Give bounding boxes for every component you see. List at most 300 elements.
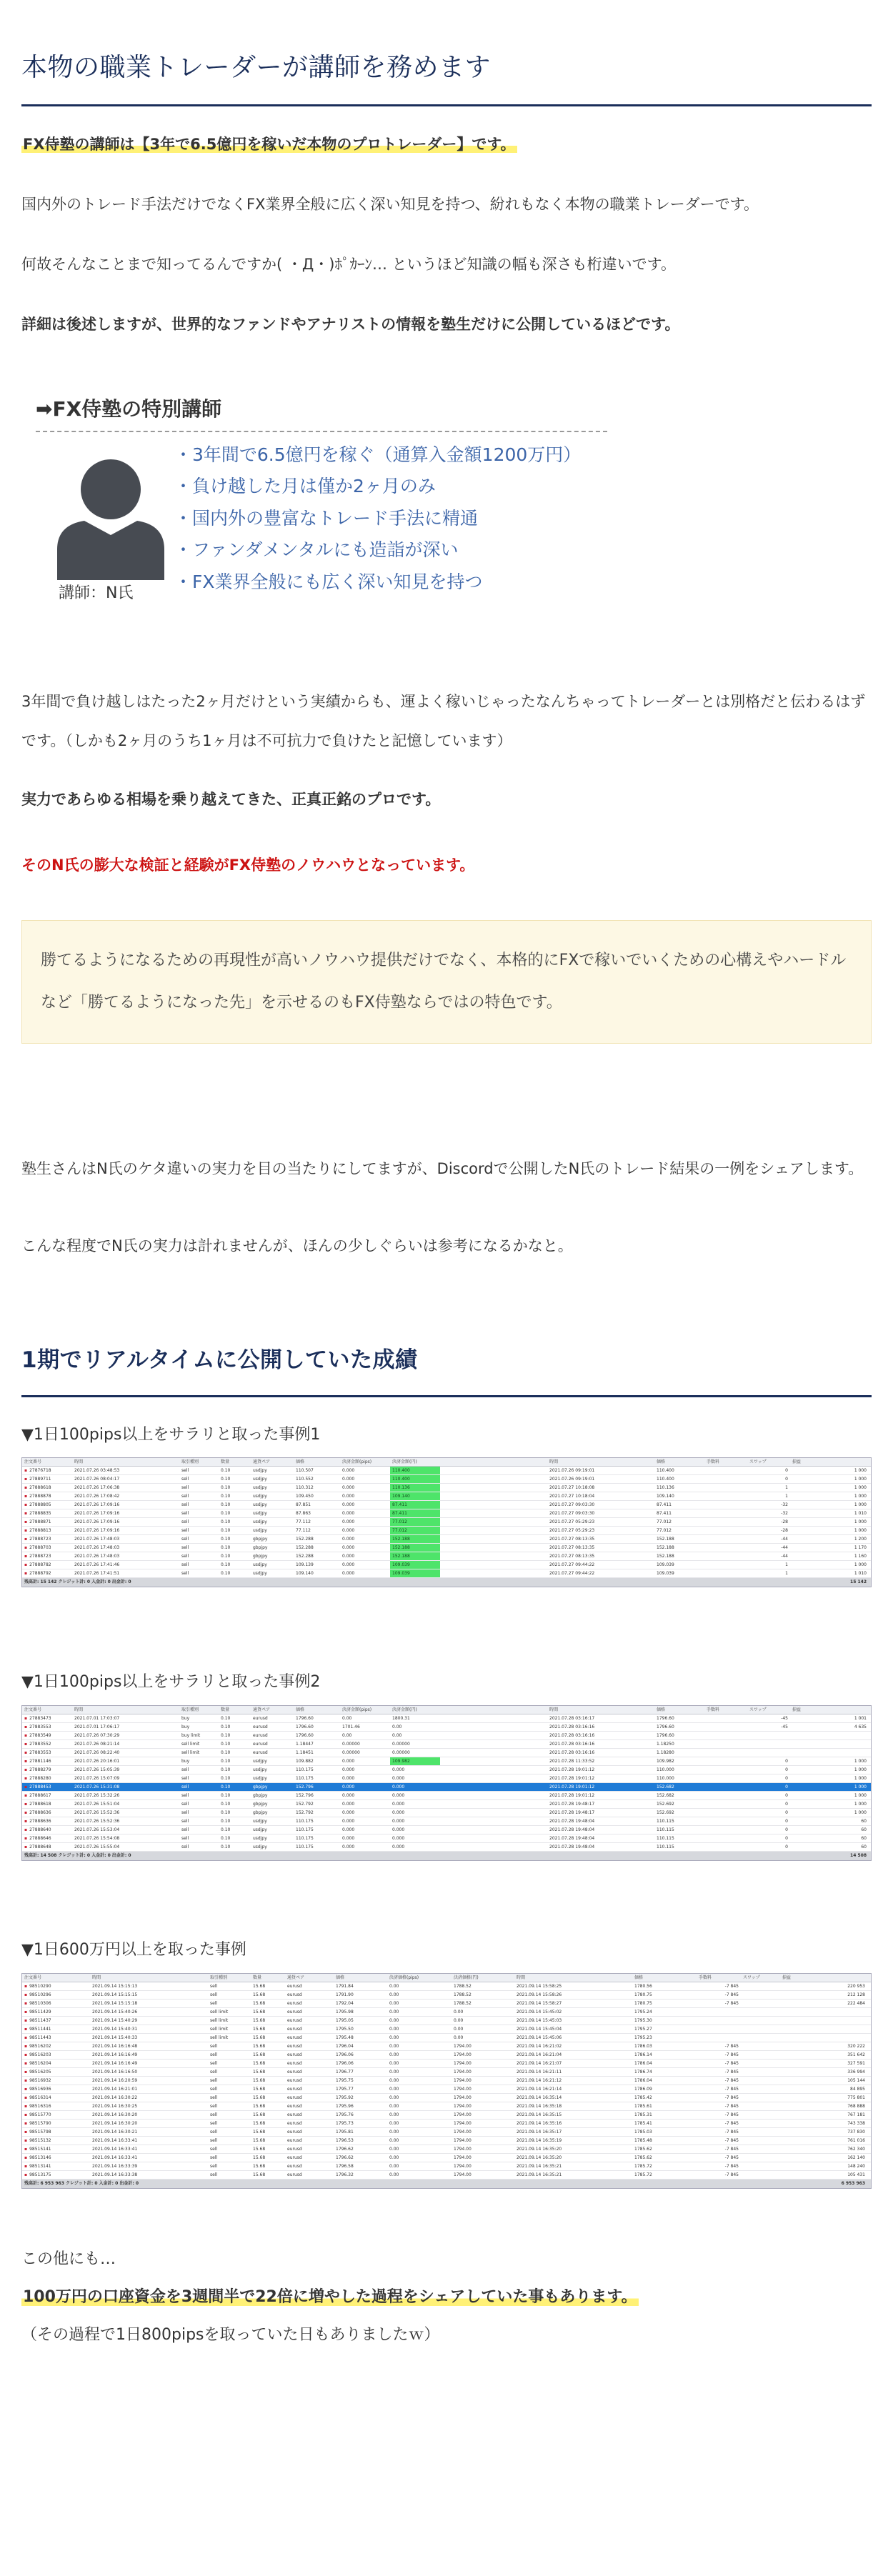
- table-cell: eurusd: [287, 2095, 302, 2100]
- table-cell: [747, 1749, 790, 1757]
- table-cell: ▪ 98516205: [22, 2068, 90, 2076]
- table-header-cell: スワップ: [743, 1975, 760, 1980]
- table-cell: sell: [210, 2137, 218, 2143]
- table-cell: 2021.07.26 15:55:04: [74, 1844, 120, 1850]
- table-cell: eurusd: [287, 2172, 302, 2177]
- table-cell: 0.000: [342, 1511, 355, 1517]
- table-cell: 110.312: [296, 1485, 314, 1491]
- table-row: [22, 1535, 871, 1544]
- table-cell: usdjpy: [253, 1767, 267, 1773]
- table-row: [22, 2162, 871, 2171]
- table-cell: 77.112: [296, 1528, 311, 1534]
- table-cell: 0.000: [342, 1767, 355, 1773]
- table-cell: ▪ 98513141: [22, 2162, 90, 2170]
- table-cell: 152.682: [657, 1793, 674, 1799]
- table-cell: ▪ 98516203: [22, 2051, 90, 2059]
- table-cell: 110.175: [296, 1836, 314, 1842]
- table-cell: 222 484: [847, 2000, 865, 2006]
- table-cell: [704, 1492, 747, 1500]
- table-cell: [440, 1783, 547, 1791]
- table-cell: 1786.04: [634, 2077, 652, 2083]
- table-cell: eurusd: [287, 2155, 302, 2160]
- table-cell: [741, 2008, 780, 2016]
- table-cell: ▪ 27888617: [22, 1792, 72, 1799]
- table-cell: 1794.00: [454, 2052, 472, 2057]
- table-cell: [704, 1518, 747, 1526]
- table-header-cell: 通貨ペア: [253, 1459, 271, 1465]
- table-cell: 1792.04: [336, 2000, 354, 2006]
- table-header-cell: スワップ: [749, 1459, 767, 1465]
- table-cell: 0.000: [392, 1810, 405, 1816]
- table-cell: 60: [861, 1827, 867, 1833]
- table-cell: ▪ 98511443: [22, 2034, 90, 2042]
- table-cell: ▪ 98513146: [22, 2154, 90, 2162]
- table-cell: 0.000: [342, 1759, 355, 1764]
- table-cell: ▪ 98515770: [22, 2111, 90, 2119]
- table-cell: [704, 1544, 747, 1552]
- table-cell: [704, 1774, 747, 1782]
- table-cell: 0.00: [389, 2035, 399, 2040]
- table-cell: 0.00: [342, 1733, 352, 1739]
- table-row: [22, 2017, 871, 2025]
- table-cell: sell: [181, 1810, 189, 1816]
- table-cell: 2021.09.14 16:30:25: [92, 2103, 138, 2109]
- table-cell: sell: [181, 1827, 189, 1833]
- table-cell: [440, 1766, 547, 1774]
- intro-paragraph-2: 国内外のトレード手法だけでなくFX業界全般に広く深い知見を持つ、紛れもなく本物の職業トレーダーです。: [21, 196, 759, 214]
- table-cell: 0.000: [342, 1571, 355, 1577]
- table-cell: eurusd: [287, 2103, 302, 2109]
- table-cell: 15.68: [253, 2163, 266, 2169]
- table-cell: 15.68: [253, 2017, 266, 2023]
- table-cell: 0: [785, 1759, 788, 1764]
- table-cell: ▪ 27883549: [22, 1732, 72, 1739]
- table-cell: ▪ 98516936: [22, 2085, 90, 2093]
- table-cell: 1.18451: [296, 1750, 314, 1756]
- table-header-cell: 決済金額(円): [392, 1459, 417, 1465]
- table-cell: 2021.09.14 16:21:02: [517, 2043, 562, 2049]
- table-row: [22, 1757, 871, 1766]
- table-footer-summary: 残高計: 6 953 963 クレジット計: 0 入金計: 0 出金計: 0: [24, 2180, 139, 2186]
- table-cell: 0.00: [389, 2026, 399, 2032]
- table-cell: [440, 1843, 547, 1851]
- table-row: [22, 2025, 871, 2034]
- table-cell: 2021.07.28 19:01:12: [549, 1793, 595, 1799]
- table-cell: [440, 1492, 547, 1500]
- table-cell: 2021.09.14 16:21:01: [92, 2086, 138, 2092]
- table-cell: 2021.09.14 15:58:27: [517, 2000, 562, 2006]
- case-2-label: ▼1日100pips以上をサラリと取った事例2: [21, 1673, 321, 1692]
- table-cell: 2021.07.26 15:32:26: [74, 1793, 120, 1799]
- table-cell: usdjpy: [253, 1827, 267, 1833]
- table-cell: 110.175: [296, 1776, 314, 1782]
- page-title: 本物の職業トレーダーが講師を務めます: [21, 0, 872, 106]
- table-cell: [440, 1723, 547, 1731]
- table-cell: ▪ 27888813: [22, 1527, 72, 1534]
- table-cell: 0.00: [389, 2086, 399, 2092]
- table-cell: [704, 1800, 747, 1808]
- table-cell: 109.982: [390, 1757, 440, 1765]
- table-header-cell: 取引種別: [181, 1459, 199, 1465]
- results-heading: 1期でリアルタイムに公開していた成績: [21, 1345, 872, 1397]
- table-cell: 1 000: [854, 1793, 867, 1799]
- intro-paragraph-3: 何故そんなことまで知ってるんですか( ・Д・)ﾎﾟｶｰﾝ… というほど知識の幅も深さも桁違いです。: [21, 256, 676, 274]
- table-cell: 109.882: [296, 1759, 314, 1764]
- table-cell: 2021.07.27 08:13:35: [549, 1554, 595, 1559]
- table-cell: 15.68: [253, 2112, 266, 2117]
- table-header-cell: 取引種別: [210, 1975, 228, 1980]
- table-row: [22, 2085, 871, 2094]
- table-cell: [704, 1749, 747, 1757]
- table-cell: usdjpy: [253, 1562, 267, 1568]
- table-cell: sell: [181, 1537, 189, 1542]
- table-cell: [440, 1714, 547, 1722]
- table-cell: 1794.00: [454, 2069, 472, 2075]
- table-cell: 1794.00: [454, 2137, 472, 2143]
- table-cell: gbpjpy: [253, 1545, 268, 1551]
- table-cell: sell: [181, 1836, 189, 1842]
- table-cell: [697, 2034, 741, 2042]
- table-cell: 2021.07.01 17:06:17: [74, 1724, 120, 1730]
- table-cell: sell: [210, 2129, 218, 2135]
- table-cell: [440, 1475, 547, 1483]
- table-cell: 0: [785, 1810, 788, 1816]
- table-cell: [697, 2017, 741, 2025]
- table-cell: 152.792: [296, 1810, 314, 1816]
- table-cell: 0.00: [389, 2103, 399, 2109]
- table-cell: [704, 1552, 747, 1560]
- table-cell: 2021.07.26 03:48:53: [74, 1468, 120, 1474]
- table-cell: 0.000: [342, 1793, 355, 1799]
- table-cell: 0.000: [342, 1827, 355, 1833]
- table-cell: sell: [181, 1485, 189, 1491]
- table-row: [22, 2145, 871, 2154]
- table-cell: 15.68: [253, 2129, 266, 2135]
- table-cell: 2021.09.14 15:40:29: [92, 2017, 138, 2023]
- table-cell: 15.68: [253, 2026, 266, 2032]
- table-cell: ▪ 27888723: [22, 1552, 72, 1560]
- table-cell: 2021.09.14 16:21:04: [517, 2052, 562, 2057]
- table-cell: buy: [181, 1759, 190, 1764]
- table-cell: 152.682: [657, 1784, 674, 1790]
- table-cell: ▪ 27889711: [22, 1475, 72, 1483]
- table-cell: eurusd: [287, 2035, 302, 2040]
- table-cell: eurusd: [287, 2052, 302, 2057]
- table-header-cell: 決済金額(pips): [342, 1707, 372, 1713]
- table-cell: 15.68: [253, 2103, 266, 2109]
- table-footer-summary: 残高計: 15 142 クレジット計: 0 入金計: 0 出金計: 0: [24, 1579, 131, 1585]
- table-cell: [704, 1766, 747, 1774]
- table-cell: 1794.00: [454, 2043, 472, 2049]
- table-cell: 0.10: [221, 1554, 231, 1559]
- table-cell: 109.450: [296, 1494, 314, 1499]
- table-row: [22, 1561, 871, 1569]
- table-cell: sell: [181, 1793, 189, 1799]
- table-cell: 105 144: [847, 2077, 865, 2083]
- table-cell: 110.400: [657, 1477, 674, 1482]
- table-cell: -7 845: [724, 2052, 739, 2057]
- table-cell: 2021.09.14 15:40:26: [92, 2009, 138, 2015]
- table-footer-row: [22, 2180, 871, 2188]
- table-cell: 1785.03: [634, 2129, 652, 2135]
- table-cell: 109.139: [296, 1562, 314, 1568]
- table-cell: ▪ 27888618: [22, 1484, 72, 1492]
- table-cell: 1: [785, 1562, 788, 1568]
- table-cell: 1795.48: [336, 2035, 354, 2040]
- table-cell: 0.000: [392, 1844, 405, 1850]
- table-cell: sell: [210, 2103, 218, 2109]
- table-cell: 15.68: [253, 1983, 266, 1989]
- table-cell: usdjpy: [253, 1519, 267, 1525]
- instructor-point: ・FX業界全般にも広く深い知見を持つ: [174, 571, 483, 592]
- table-cell: usdjpy: [253, 1502, 267, 1508]
- table-cell: sell: [181, 1519, 189, 1525]
- table-cell: usdjpy: [253, 1511, 267, 1517]
- table-cell: 0.000: [392, 1827, 405, 1833]
- table-row: [22, 1783, 871, 1792]
- table-cell: 0.00: [389, 2129, 399, 2135]
- table-cell: 2021.07.28 19:48:17: [549, 1810, 595, 1816]
- table-cell: 0.000: [342, 1485, 355, 1491]
- table-header-cell: 通貨ペア: [253, 1707, 271, 1713]
- table-cell: [741, 2171, 780, 2179]
- table-cell: [704, 1757, 747, 1765]
- table-cell: 87.863: [296, 1511, 311, 1517]
- body-paragraph-9: こんな程度でN氏の実力は計れませんが、ほんの少しぐらいは参考になるかなと。: [21, 1237, 573, 1255]
- table-cell: [440, 1774, 547, 1782]
- table-cell: eurusd: [253, 1716, 268, 1722]
- table-cell: 0.000: [392, 1784, 405, 1790]
- table-cell: 2021.09.14 15:40:33: [92, 2035, 138, 2040]
- table-cell: eurusd: [287, 2069, 302, 2075]
- table-cell: 110.175: [296, 1819, 314, 1824]
- table-cell: 0: [785, 1819, 788, 1824]
- table-cell: -45: [781, 1724, 788, 1730]
- table-cell: 1 000: [854, 1776, 867, 1782]
- table-cell: 110.115: [657, 1827, 674, 1833]
- instructor-point: ・3年間で6.5億円を稼ぐ（通算入金額1200万円）: [174, 444, 582, 465]
- table-cell: 15.68: [253, 2137, 266, 2143]
- table-cell: ▪ 27888648: [22, 1843, 72, 1851]
- body-paragraph-5: 3年間で負け越しはたった2ヶ月だけという実績からも、運よく稼いじゃったなんちゃってトレーダーとは別格だと伝わるはずです。（しかも2ヶ月のうち1ヶ月は不可抗力で負けたと記憶しています）: [21, 692, 866, 749]
- table-cell: sell: [181, 1776, 189, 1782]
- table-cell: 0.000: [342, 1776, 355, 1782]
- table-cell: 109.140: [390, 1492, 440, 1500]
- table-cell: 761 016: [847, 2137, 865, 2143]
- table-cell: 152.792: [296, 1802, 314, 1807]
- table-cell: 4 635: [854, 1724, 867, 1730]
- table-cell: 2021.07.28 03:16:16: [549, 1724, 595, 1730]
- intro-paragraph-4: 詳細は後述しますが、世界的なファンドやアナリストの情報を塾生だけに公開しているほどです。: [21, 316, 680, 334]
- table-cell: 2021.07.26 15:53:04: [74, 1827, 120, 1833]
- table-header-row: [22, 1458, 871, 1467]
- table-cell: 0.000: [392, 1836, 405, 1842]
- table-cell: [741, 2000, 780, 2007]
- table-header-cell: 数量: [253, 1975, 262, 1980]
- table-cell: [741, 1991, 780, 1999]
- table-cell: 0.00: [389, 2069, 399, 2075]
- case-1-label: ▼1日100pips以上をサラリと取った事例1: [21, 1425, 321, 1444]
- table-cell: 2021.09.14 16:35:15: [517, 2112, 562, 2117]
- table-cell: 2021.07.27 09:03:30: [549, 1511, 595, 1517]
- table-row: [22, 2154, 871, 2162]
- table-cell: 2021.09.14 15:45:06: [517, 2035, 562, 2040]
- table-cell: 2021.07.26 17:09:16: [74, 1519, 120, 1525]
- table-cell: 2021.07.27 05:29:23: [549, 1519, 595, 1525]
- table-cell: 2021.07.26 17:48:03: [74, 1554, 120, 1559]
- table-cell: sell limit: [181, 1750, 200, 1756]
- table-cell: sell: [210, 2112, 218, 2117]
- table-cell: 0.10: [221, 1537, 231, 1542]
- table-cell: 2021.09.14 16:30:22: [92, 2095, 138, 2100]
- table-cell: 2021.09.14 16:20:59: [92, 2077, 138, 2083]
- table-cell: [704, 1723, 747, 1731]
- table-row: [22, 1723, 871, 1732]
- table-cell: 0.10: [221, 1827, 231, 1833]
- table-row: [22, 1714, 871, 1723]
- table-cell: 109.039: [390, 1561, 440, 1569]
- table-cell: 1786.14: [634, 2052, 652, 2057]
- table-row: [22, 1800, 871, 1809]
- table-cell: 15.68: [253, 2086, 266, 2092]
- table-cell: 1788.52: [454, 1983, 472, 1989]
- table-cell: 109.982: [657, 1759, 674, 1764]
- instructor-points: [174, 439, 581, 599]
- table-cell: [704, 1834, 747, 1842]
- table-cell: -7 845: [724, 2137, 739, 2143]
- table-cell: 1795.98: [336, 2009, 354, 2015]
- table-cell: 767 181: [847, 2112, 865, 2117]
- table-cell: 1785.41: [634, 2120, 652, 2126]
- table-cell: 220 953: [847, 1983, 865, 1989]
- table-cell: [741, 2128, 780, 2136]
- table-cell: -45: [781, 1716, 788, 1722]
- table-header-cell: 注文番号: [24, 1459, 42, 1465]
- table-cell: 1788.52: [454, 1992, 472, 1997]
- table-cell: -7 845: [724, 2129, 739, 2135]
- table-cell: 152.796: [296, 1784, 314, 1790]
- table-cell: ▪ 27883553: [22, 1749, 72, 1757]
- table-cell: ▪ 27888453: [22, 1783, 72, 1791]
- table-cell: ▪ 27888835: [22, 1509, 72, 1517]
- table-header-cell: 価格: [634, 1975, 644, 1980]
- table-cell: 1794.00: [454, 2060, 472, 2066]
- table-cell: [440, 1467, 547, 1474]
- table-cell: 2021.09.14 16:35:21: [517, 2163, 562, 2169]
- trade-table-1: [21, 1457, 872, 1587]
- table-cell: [747, 1740, 790, 1748]
- table-row: [22, 2137, 871, 2145]
- table-cell: [741, 2017, 780, 2025]
- table-cell: 77.012: [657, 1519, 672, 1525]
- table-cell: [780, 2025, 867, 2033]
- table-header-cell: 時間: [517, 1975, 526, 1980]
- trade-table-3: [21, 1973, 872, 2189]
- table-cell: [440, 1740, 547, 1748]
- table-cell: [741, 2137, 780, 2145]
- table-cell: 2021.07.26 17:41:46: [74, 1562, 120, 1568]
- instructor-title: ➡FX侍塾の特別講師: [36, 396, 222, 421]
- table-cell: usdjpy: [253, 1477, 267, 1482]
- table-cell: 327 591: [847, 2060, 865, 2066]
- table-cell: 0.10: [221, 1477, 231, 1482]
- table-cell: 0.00: [389, 2052, 399, 2057]
- table-cell: sell limit: [210, 2035, 229, 2040]
- table-cell: -7 845: [724, 2146, 739, 2152]
- table-header-cell: 数量: [221, 1459, 230, 1465]
- table-cell: 0: [785, 1844, 788, 1850]
- table-cell: 152.288: [296, 1554, 314, 1559]
- table-cell: sell: [181, 1494, 189, 1499]
- table-cell: 2021.07.26 17:41:51: [74, 1571, 120, 1577]
- table-cell: ▪ 27881146: [22, 1757, 72, 1765]
- table-cell: -44: [781, 1545, 788, 1551]
- table-cell: 0: [785, 1767, 788, 1773]
- table-cell: 1786.09: [634, 2086, 652, 2092]
- table-cell: gbpjpy: [253, 1784, 268, 1790]
- table-cell: [704, 1714, 747, 1722]
- table-row: [22, 1843, 871, 1852]
- table-cell: 2021.07.27 10:18:08: [549, 1485, 595, 1491]
- table-cell: 768 888: [847, 2103, 865, 2109]
- table-row: [22, 2042, 871, 2051]
- table-cell: 1794.00: [454, 2077, 472, 2083]
- table-cell: 1785.31: [634, 2112, 652, 2117]
- table-cell: 2021.07.26 08:21:14: [74, 1742, 120, 1747]
- table-cell: -7 845: [724, 2163, 739, 2169]
- table-cell: 2021.09.14 16:21:11: [517, 2069, 562, 2075]
- table-cell: [704, 1561, 747, 1569]
- table-cell: 77.112: [296, 1519, 311, 1525]
- table-cell: [440, 1749, 547, 1757]
- table-cell: 2021.09.14 15:45:03: [517, 2017, 562, 2023]
- table-cell: 0.10: [221, 1836, 231, 1842]
- table-cell: 1780.56: [634, 1983, 652, 1989]
- table-row: [22, 1834, 871, 1843]
- table-row: [22, 1475, 871, 1484]
- closing-paragraph-10: この他にも…: [21, 2250, 116, 2268]
- table-cell: 1 000: [854, 1759, 867, 1764]
- table-cell: 110.136: [390, 1484, 440, 1492]
- table-row: [22, 2060, 871, 2068]
- table-cell: ▪ 27888792: [22, 1569, 72, 1577]
- table-header-cell: 価格: [657, 1707, 666, 1713]
- table-cell: 0.10: [221, 1767, 231, 1773]
- table-cell: 2021.09.14 16:16:50: [92, 2069, 138, 2075]
- table-cell: 1795.30: [634, 2017, 652, 2023]
- table-cell: 2021.07.28 03:16:17: [549, 1716, 595, 1722]
- table-cell: 0.00: [389, 1983, 399, 1989]
- table-cell: 2021.07.26 15:52:36: [74, 1819, 120, 1824]
- instructor-name: 講師：N氏: [59, 584, 134, 602]
- table-cell: 0.000: [342, 1810, 355, 1816]
- table-cell: 0.10: [221, 1716, 231, 1722]
- table-cell: ▪ 98515132: [22, 2137, 90, 2145]
- table-cell: ▪ 98515141: [22, 2145, 90, 2153]
- table-row: [22, 1569, 871, 1578]
- table-cell: -7 845: [724, 2069, 739, 2075]
- table-cell: sell: [210, 2146, 218, 2152]
- table-cell: [704, 1843, 747, 1851]
- table-cell: 1800.31: [392, 1716, 410, 1722]
- table-cell: 110.175: [296, 1844, 314, 1850]
- table-cell: eurusd: [253, 1750, 268, 1756]
- table-cell: 0.00: [389, 2163, 399, 2169]
- table-cell: ▪ 27888723: [22, 1535, 72, 1543]
- table-cell: 0.00: [389, 2009, 399, 2015]
- table-row: [22, 1826, 871, 1834]
- table-cell: -32: [781, 1511, 788, 1517]
